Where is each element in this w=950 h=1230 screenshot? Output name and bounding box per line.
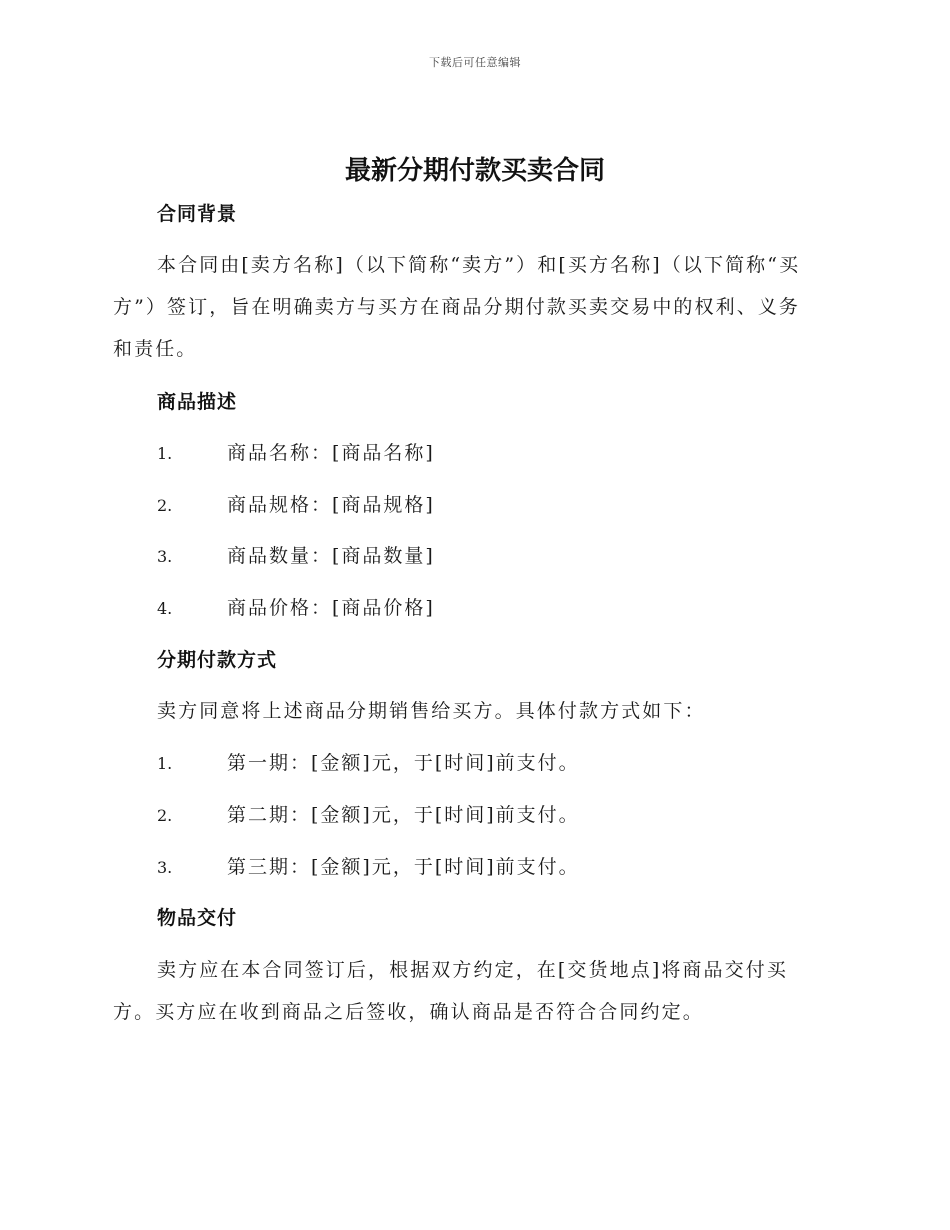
list-text: 第一期：[金额]元，于[时间]前支付。	[227, 752, 580, 774]
list-number: 1.	[157, 754, 173, 773]
payment-list-item	[157, 800, 580, 827]
list-text: 商品数量：[商品数量]	[227, 545, 435, 567]
list-number: 2.	[157, 496, 173, 515]
goods-list-item	[157, 541, 435, 568]
goods-list-item	[157, 593, 435, 620]
list-number: 3.	[157, 858, 173, 877]
list-text: 第二期：[金额]元，于[时间]前支付。	[227, 804, 580, 826]
payment-list-item	[157, 748, 580, 775]
goods-list-item	[157, 490, 435, 517]
list-number: 1.	[157, 444, 173, 463]
background-line-2: 方”）签订，旨在明确卖方与买方在商品分期付款买卖交易中的权利、义务	[113, 296, 801, 318]
section-heading-goods: 商品描述	[157, 391, 238, 413]
section-heading-payment: 分期付款方式	[157, 649, 278, 671]
delivery-line-2: 方。买方应在收到商品之后签收，确认商品是否符合合同约定。	[113, 1001, 704, 1023]
list-number: 2.	[157, 806, 173, 825]
delivery-line-1: 卖方应在本合同签订后，根据双方约定，在[交货地点]将商品交付买	[157, 959, 788, 981]
list-text: 第三期：[金额]元，于[时间]前支付。	[227, 856, 580, 878]
document-title: 最新分期付款买卖合同	[344, 156, 605, 186]
goods-list-item	[157, 438, 435, 465]
list-number: 3.	[157, 547, 173, 566]
section-heading-delivery: 物品交付	[157, 907, 238, 929]
list-text: 商品名称：[商品名称]	[227, 442, 435, 464]
list-text: 商品价格：[商品价格]	[227, 597, 435, 619]
payment-intro: 卖方同意将上述商品分期销售给买方。具体付款方式如下：	[157, 700, 706, 722]
list-text: 商品规格：[商品规格]	[227, 494, 435, 516]
page-header-note: 下载后可任意编辑	[429, 56, 521, 69]
section-heading-background: 合同背景	[157, 203, 238, 225]
background-line-1: 本合同由[卖方名称]（以下简称“卖方”）和[买方名称]（以下简称“买	[157, 254, 801, 276]
payment-list-item	[157, 852, 580, 879]
background-line-3: 和责任。	[113, 338, 198, 360]
list-number: 4.	[157, 599, 173, 618]
